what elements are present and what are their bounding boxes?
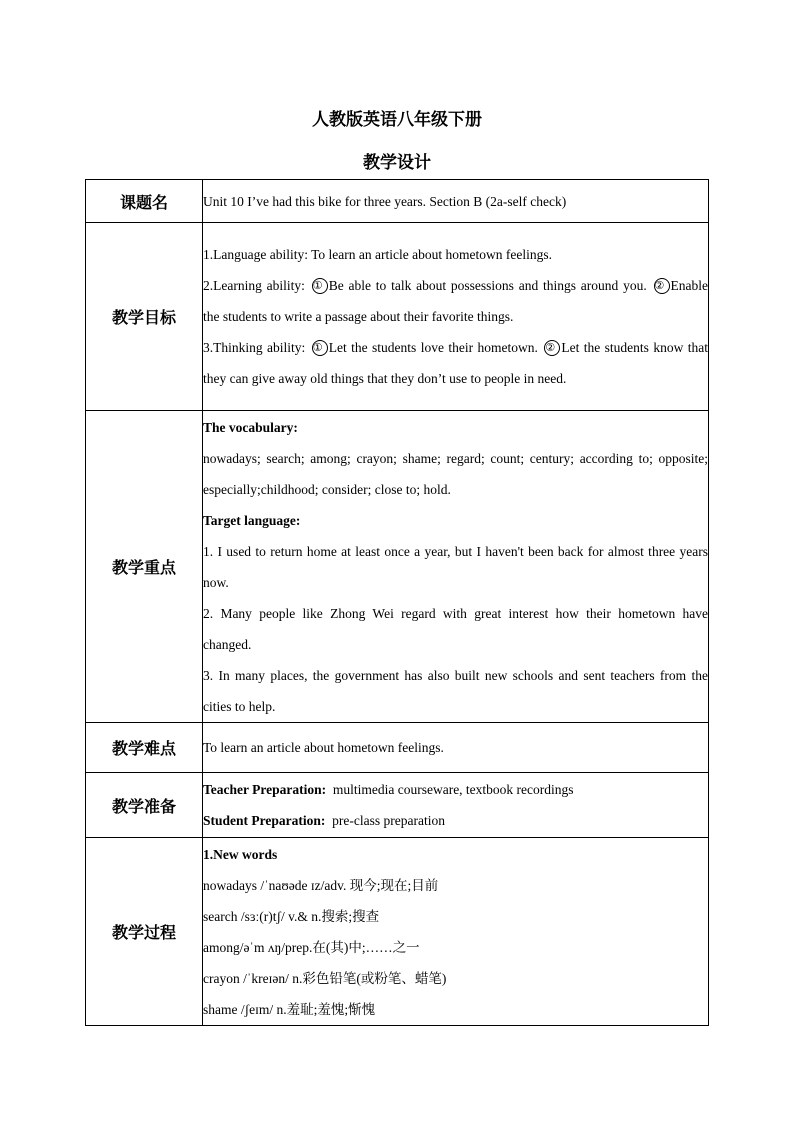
word-entry: among/əˈm ʌŋ/prep.在(其)中;……之一 xyxy=(203,939,420,955)
word-entry: crayon /ˈkreɪən/ n.彩色铅笔(或粉笔、蜡笔) xyxy=(203,970,447,986)
document-subtitle: 教学设计 xyxy=(363,153,431,173)
student-preparation-heading: Student Preparation: xyxy=(203,813,326,828)
row-preparation xyxy=(86,773,709,838)
target-sentence-2: 2. Many people like Zhong Wei regard with great interest how their hometown have changed. xyxy=(203,605,708,652)
label-preparation: 教学准备 xyxy=(86,773,203,838)
word-entry: nowadays /ˈnaʊəde ɪz/adv. 现今;现在;目前 xyxy=(203,877,439,893)
student-preparation-text: pre-class preparation xyxy=(332,813,445,828)
row-process xyxy=(86,838,709,1026)
objective-language: 1.Language ability: To learn an article about hometown feelings. xyxy=(203,247,552,262)
topic-text: Unit 10 I’ve had this bike for three years. Section B (2a-self check) xyxy=(203,180,709,223)
word-entry: shame /ʃeɪm/ n.羞耻;羞愧;惭愧 xyxy=(203,1001,376,1017)
row-objectives xyxy=(86,223,709,411)
circled-number-1: ① xyxy=(312,278,328,294)
objective-learning-part2: Enable the students to write a passage about their favorite things. xyxy=(203,278,708,324)
target-sentence-3: 3. In many places, the government has also built new schools and sent teachers from the cities to help. xyxy=(203,667,708,714)
difficulties-text: To learn an article about hometown feelings. xyxy=(203,723,709,773)
row-topic xyxy=(86,180,709,223)
target-language-heading: Target language: xyxy=(203,512,301,528)
row-difficulties xyxy=(86,723,709,773)
label-key-points: 教学重点 xyxy=(86,411,203,723)
objective-thinking xyxy=(203,332,708,394)
teacher-preparation xyxy=(203,774,708,805)
vocabulary-list: nowadays; search; among; crayon; shame; regard; count; century; according to; opposite; especially;childhood; consider; close to; hold. xyxy=(203,450,708,497)
circled-number-1: ① xyxy=(312,340,328,356)
new-words-heading: 1.New words xyxy=(203,846,278,862)
label-process: 教学过程 xyxy=(86,838,203,1026)
process-content xyxy=(203,838,709,1026)
lesson-plan-table xyxy=(85,179,709,1026)
key-points-content xyxy=(203,411,709,723)
label-topic: 课题名 xyxy=(86,180,203,223)
objectives-content xyxy=(203,223,709,411)
vocabulary-heading: The vocabulary: xyxy=(203,419,298,435)
objective-thinking-prefix: 3.Thinking ability: xyxy=(203,340,306,355)
objective-thinking-part1: Let the students love their hometown. xyxy=(328,340,538,355)
label-objectives: 教学目标 xyxy=(86,223,203,411)
objective-learning-part1: Be able to talk about possessions and things around you. xyxy=(328,278,647,293)
objective-thinking-part2: Let the students know that they can give away old things that they don’t use to people in need. xyxy=(203,340,708,386)
teacher-preparation-text: multimedia courseware, textbook recordings xyxy=(332,782,574,797)
label-difficulties: 教学难点 xyxy=(86,723,203,773)
teacher-preparation-heading: Teacher Preparation: xyxy=(203,782,327,797)
student-preparation xyxy=(203,805,708,836)
objective-learning xyxy=(203,270,708,332)
document-title: 人教版英语八年级下册 xyxy=(312,110,482,130)
word-entry: search /sɜː(r)tʃ/ v.& n.搜索;搜查 xyxy=(203,908,380,924)
preparation-content xyxy=(203,773,709,838)
objective-learning-prefix: 2.Learning ability: xyxy=(203,278,305,293)
row-key-points xyxy=(86,411,709,723)
target-sentence-1: 1. I used to return home at least once a year, but I haven't been back for almost three years now. xyxy=(203,543,708,590)
circled-number-2: ② xyxy=(654,278,670,294)
circled-number-2: ② xyxy=(544,340,560,356)
